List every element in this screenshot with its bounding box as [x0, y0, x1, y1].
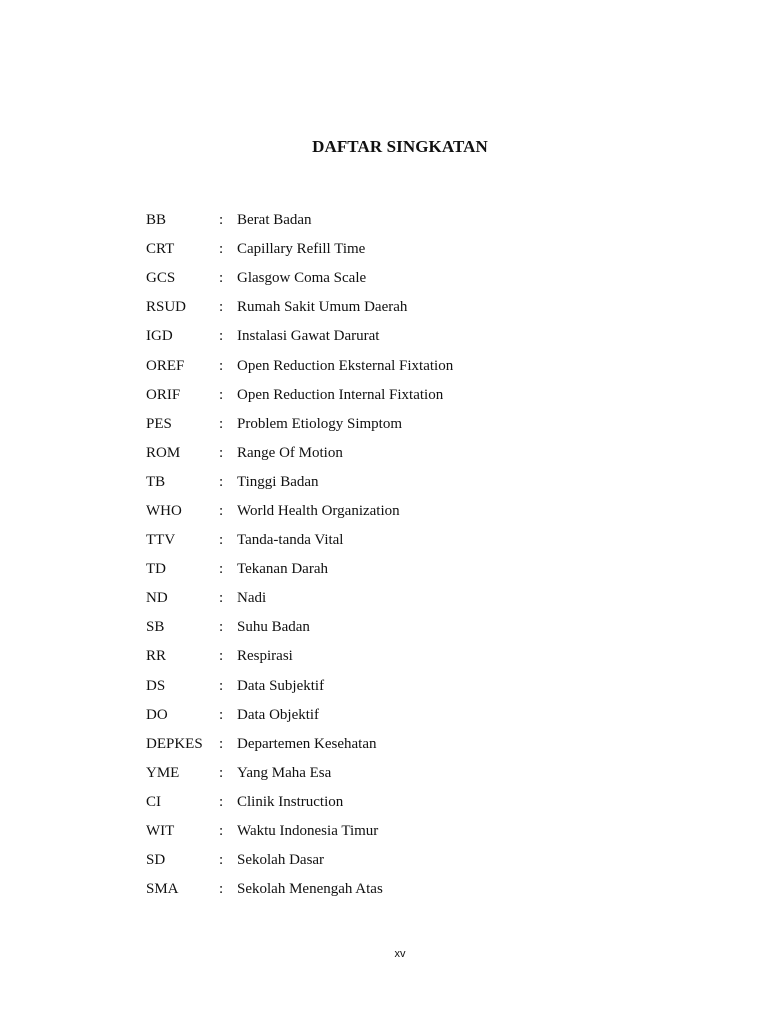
abbreviation-row [146, 672, 453, 701]
abbreviation-meaning: Waktu Indonesia Timur [237, 823, 379, 840]
abbreviation-code: TTV [146, 532, 176, 549]
abbreviation-separator: : [219, 648, 224, 665]
abbreviation-separator: : [219, 299, 224, 316]
abbreviation-meaning: Sekolah Dasar [237, 852, 325, 869]
abbreviation-code: CI [146, 793, 161, 810]
abbreviation-meaning: Tekanan Darah [237, 561, 328, 578]
abbreviation-row [146, 875, 453, 904]
abbreviation-code: RR [146, 648, 167, 665]
abbreviation-separator: : [219, 764, 224, 781]
abbreviation-code: YME [146, 764, 180, 781]
abbreviation-code: ORIF [146, 386, 181, 403]
abbreviation-code: TB [146, 473, 166, 490]
abbreviation-row [146, 410, 453, 439]
page-title: DAFTAR SINGKATAN [312, 137, 488, 156]
abbreviation-meaning: Nadi [237, 590, 267, 607]
abbreviation-meaning: Open Reduction Internal Fixtation [237, 386, 444, 403]
abbreviation-meaning: Clinik Instruction [237, 793, 344, 810]
abbreviation-row [146, 642, 453, 671]
abbreviation-code: DS [146, 677, 166, 694]
abbreviation-row [146, 846, 453, 875]
abbreviation-separator: : [219, 852, 224, 869]
abbreviation-meaning: Problem Etiology Simptom [237, 415, 403, 432]
abbreviation-separator: : [219, 619, 224, 636]
abbreviation-code: WHO [146, 502, 182, 519]
abbreviation-row [146, 759, 453, 788]
abbreviation-meaning: Departemen Kesehatan [237, 735, 377, 752]
abbreviation-meaning: Tanda-tanda Vital [237, 532, 344, 549]
abbreviation-row [146, 555, 453, 584]
abbreviation-separator: : [219, 590, 224, 607]
abbreviation-code: ROM [146, 444, 181, 461]
abbreviation-code: OREF [146, 357, 185, 374]
abbreviation-separator: : [219, 328, 224, 345]
abbreviation-code: ND [146, 590, 168, 607]
abbreviation-meaning: Range Of Motion [237, 444, 343, 461]
page-number: xv [394, 948, 406, 960]
abbreviation-separator: : [219, 212, 224, 229]
abbreviation-meaning: Capillary Refill Time [237, 241, 366, 258]
abbreviation-code: TD [146, 561, 166, 578]
abbreviation-row [146, 235, 453, 264]
abbreviation-row [146, 526, 453, 555]
abbreviation-meaning: Rumah Sakit Umum Daerah [237, 299, 408, 316]
abbreviation-separator: : [219, 502, 224, 519]
abbreviation-separator: : [219, 706, 224, 723]
abbreviation-row [146, 788, 453, 817]
abbreviation-meaning: World Health Organization [237, 502, 400, 519]
abbreviation-separator: : [219, 677, 224, 694]
abbreviation-separator: : [219, 532, 224, 549]
abbreviation-row [146, 293, 453, 322]
abbreviation-separator: : [219, 735, 224, 752]
abbreviation-separator: : [219, 793, 224, 810]
abbreviation-meaning: Data Subjektif [237, 677, 325, 694]
abbreviation-code: SMA [146, 881, 179, 898]
abbreviation-row [146, 439, 453, 468]
abbreviation-code: GCS [146, 270, 176, 287]
abbreviation-meaning: Sekolah Menengah Atas [237, 881, 383, 898]
abbreviation-row [146, 613, 453, 642]
abbreviation-separator: : [219, 444, 224, 461]
abbreviation-row [146, 817, 453, 846]
abbreviation-code: DEPKES [146, 735, 203, 752]
abbreviation-separator: : [219, 241, 224, 258]
abbreviation-code: SB [146, 619, 165, 636]
abbreviation-meaning: Yang Maha Esa [237, 764, 332, 781]
abbreviation-row [146, 381, 453, 410]
abbreviation-meaning: Open Reduction Eksternal Fixtation [237, 357, 454, 374]
abbreviation-row [146, 497, 453, 526]
abbreviation-code: BB [146, 212, 167, 229]
abbreviation-code: IGD [146, 328, 173, 345]
abbreviation-separator: : [219, 881, 224, 898]
abbreviation-code: PES [146, 415, 172, 432]
abbreviation-meaning: Tinggi Badan [237, 473, 319, 490]
abbreviation-separator: : [219, 415, 224, 432]
abbreviation-meaning: Respirasi [237, 648, 293, 665]
abbreviation-separator: : [219, 357, 224, 374]
abbreviation-code: WIT [146, 823, 175, 840]
abbreviation-meaning: Glasgow Coma Scale [237, 270, 367, 287]
abbreviation-row [146, 351, 453, 380]
abbreviation-meaning: Suhu Badan [237, 619, 310, 636]
abbreviation-separator: : [219, 823, 224, 840]
abbreviation-row [146, 322, 453, 351]
abbreviation-row [146, 206, 453, 235]
abbreviation-row [146, 468, 453, 497]
abbreviation-list [146, 206, 453, 904]
abbreviation-row [146, 730, 453, 759]
abbreviation-separator: : [219, 561, 224, 578]
abbreviation-meaning: Berat Badan [237, 212, 312, 229]
abbreviation-code: CRT [146, 241, 175, 258]
abbreviation-meaning: Data Objektif [237, 706, 320, 723]
abbreviation-separator: : [219, 473, 224, 490]
abbreviation-meaning: Instalasi Gawat Darurat [237, 328, 380, 345]
abbreviation-row [146, 701, 453, 730]
abbreviation-separator: : [219, 386, 224, 403]
abbreviation-separator: : [219, 270, 224, 287]
abbreviation-code: DO [146, 706, 168, 723]
abbreviation-row [146, 584, 453, 613]
abbreviation-row [146, 264, 453, 293]
abbreviation-code: SD [146, 852, 166, 869]
abbreviation-code: RSUD [146, 299, 187, 316]
